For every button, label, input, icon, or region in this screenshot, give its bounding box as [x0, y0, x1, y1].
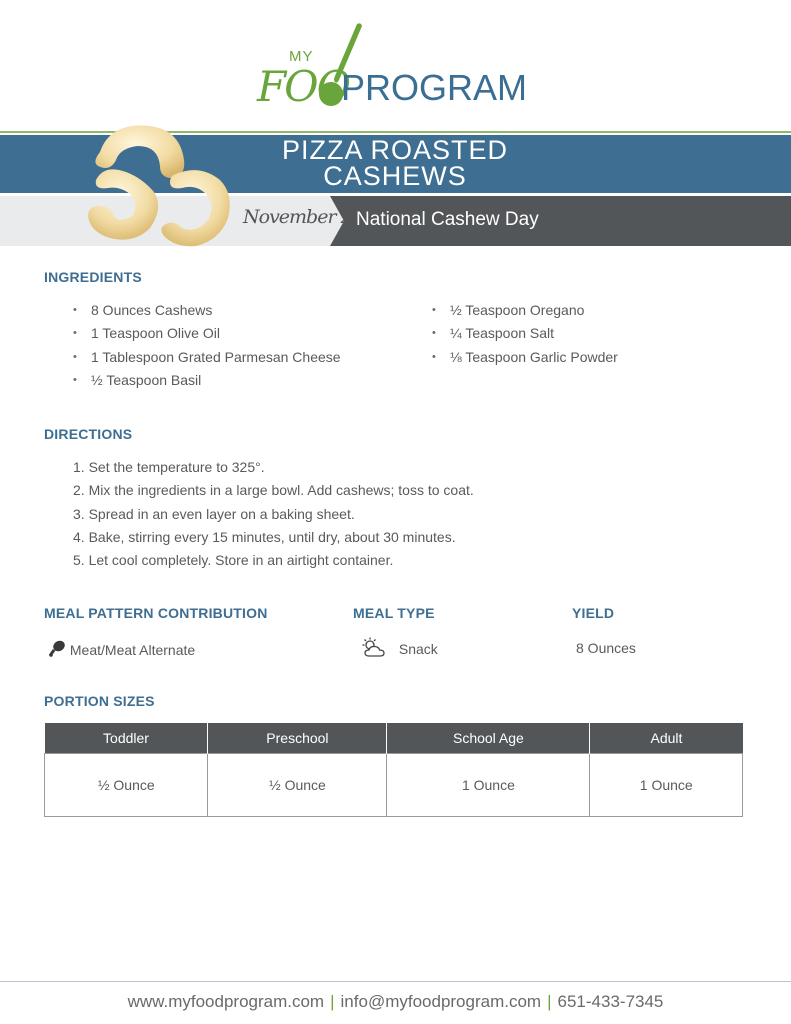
portion-header-cell: School Age — [387, 723, 590, 753]
meal-pattern-value: Meat/Meat Alternate — [69, 642, 196, 658]
holiday-date: November 23 — [243, 206, 363, 228]
footer — [0, 992, 791, 1012]
sun-cloud-icon — [361, 637, 387, 659]
portion-heading: PORTION SIZES — [44, 693, 155, 709]
logo-program: PROGRAM — [341, 67, 528, 108]
meal-pattern-heading: MEAL PATTERN CONTRIBUTION — [44, 605, 268, 621]
holiday-name: National Cashew Day — [356, 209, 539, 230]
footer-email-link[interactable]: info@myfoodprogram.com — [340, 992, 542, 1011]
ingredient-item: • 1 Teaspoon Olive Oil — [73, 322, 341, 345]
ingredient-item: • ½ Teaspoon Basil — [73, 369, 341, 392]
meal-type-value-row — [361, 637, 438, 659]
meal-type-value: Snack — [398, 641, 438, 657]
portion-header-cell: Toddler — [45, 723, 208, 753]
footer-phone: 651-433-7345 — [557, 992, 664, 1011]
yield-heading: YIELD — [572, 605, 615, 621]
direction-step: 2. Mix the ingredients in a large bowl. Add cashews; toss to coat. — [73, 482, 474, 499]
recipe-title-line1: PIZZA ROASTED — [281, 135, 509, 165]
portion-value-cell: ½ Ounce — [208, 753, 387, 816]
ingredient-item: • ½ Teaspoon Oregano — [432, 299, 618, 322]
footer-website-link[interactable]: www.myfoodprogram.com — [127, 992, 325, 1011]
recipe-title — [230, 137, 560, 189]
ingredients-heading: INGREDIENTS — [44, 269, 142, 285]
footer-separator: | — [330, 992, 335, 1011]
portion-header-cell: Preschool — [208, 723, 387, 753]
meal-pattern-value-row — [48, 640, 195, 658]
direction-step: 3. Spread in an even layer on a baking sheet. — [73, 505, 355, 522]
meal-type-heading: MEAL TYPE — [353, 605, 435, 621]
recipe-title-line2: CASHEWS — [323, 161, 467, 191]
yield-value: 8 Ounces — [576, 640, 636, 656]
portion-value-cell: 1 Ounce — [387, 753, 590, 816]
direction-step: 4. Bake, stirring every 15 minutes, until dry, about 30 minutes. — [73, 528, 456, 545]
portion-value-cell: ½ Ounce — [45, 753, 208, 816]
portion-header-row — [45, 723, 743, 753]
footer-separator: | — [547, 992, 552, 1011]
directions-heading: DIRECTIONS — [44, 426, 133, 442]
direction-step: 5. Let cool completely. Store in an airtight container. — [73, 552, 394, 569]
logo-foo: FOO — [257, 62, 350, 111]
portion-value-row — [45, 753, 743, 816]
direction-step: 1. Set the temperature to 325°. — [73, 459, 265, 475]
ingredient-item: • ⅛ Teaspoon Garlic Powder — [432, 346, 618, 369]
logo — [255, 22, 540, 110]
footer-divider — [0, 981, 791, 982]
drumstick-icon — [48, 640, 66, 658]
cashew-image — [80, 120, 240, 260]
ingredient-item: • 1 Tablespoon Grated Parmesan Cheese — [73, 346, 341, 369]
ingredient-item: • ¼ Teaspoon Salt — [432, 322, 618, 345]
ingredients-list-right — [432, 299, 618, 369]
portion-value-cell: 1 Ounce — [590, 753, 743, 816]
directions-list — [73, 456, 474, 572]
ingredient-item: • 8 Ounces Cashews — [73, 299, 341, 322]
logo-my: MY — [289, 48, 314, 65]
ingredients-list-left — [73, 299, 341, 392]
portion-table — [44, 723, 743, 817]
portion-header-cell: Adult — [590, 723, 743, 753]
